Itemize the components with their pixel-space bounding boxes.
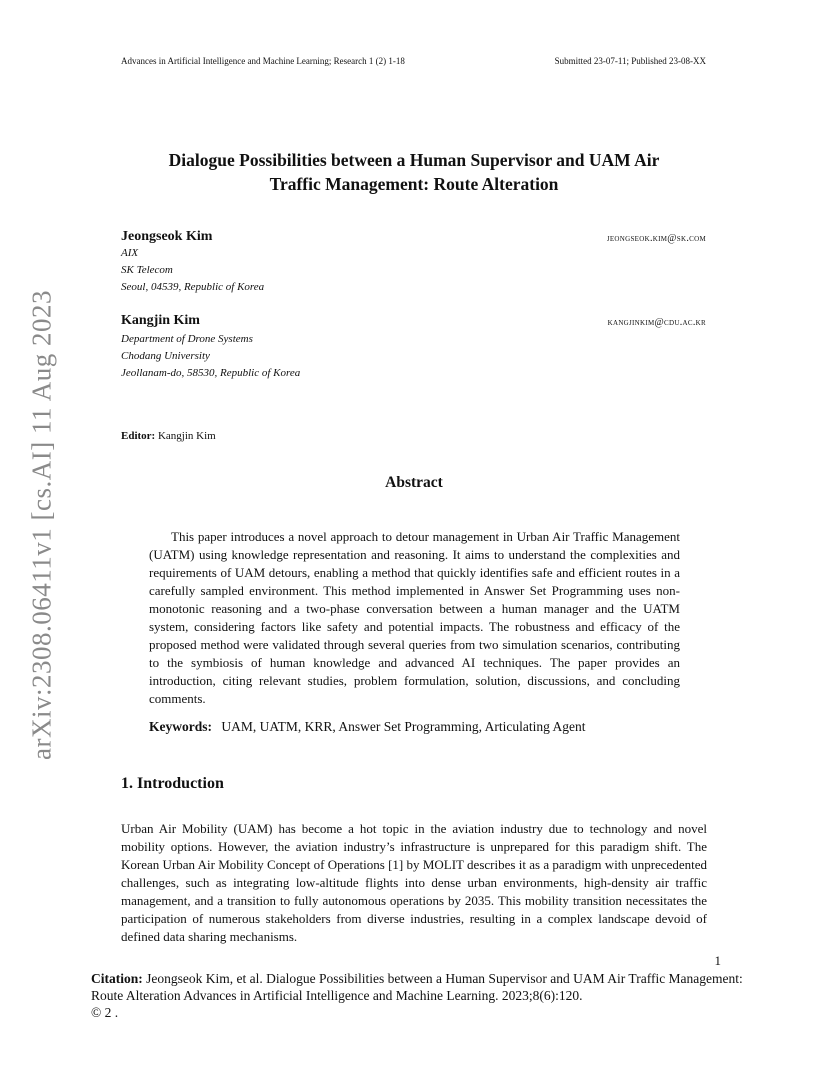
title-line: Traffic Management: Route Alteration (269, 174, 559, 194)
affiliation-line: Chodang University (121, 350, 210, 362)
author-email[interactable]: jeongseok.kim@sk.com (606, 233, 706, 244)
affiliation-line: Seoul, 04539, Republic of Korea (121, 281, 265, 293)
abstract-heading: Abstract (385, 474, 443, 491)
author-name: Kangjin Kim (121, 313, 200, 328)
keywords-label: Keywords: (149, 719, 212, 734)
author-affiliation (121, 245, 264, 296)
page-number: 1 (714, 953, 721, 968)
intro-paragraph: Urban Air Mobility (UAM) has become a hot topic in the aviation industry due to technology and novel mobility options. However, the aviation industry’s infrastructure is unprepared for this paradigm shift. The Korean Urban Air Mobility Concept of Operations [1] by MOLIT describes it as a paradigm with unprecedented challenges, such as integrating low-altitude flights into dense urban environments, high-density air traffic management, and a transition to fully autonomous operations by 2035. This mobility transition necessitates the participation of numerous stakeholders from diverse industries, resulting in a complex landscape devoid of defined data sharing mechanisms. (121, 821, 707, 944)
paper-title (0, 148, 828, 196)
author-affiliation (121, 331, 300, 382)
citation-block (91, 970, 756, 1021)
editor-label: Editor: (121, 430, 156, 442)
citation-label: Citation: (91, 971, 143, 986)
arxiv-identifier: arXiv:2308.06411v1 [cs.AI] 11 Aug 2023 (26, 290, 57, 760)
title-line: Dialogue Possibilities between a Human Supervisor and UAM Air (168, 150, 660, 170)
affiliation-line: Jeollanam-do, 58530, Republic of Korea (121, 367, 301, 379)
affiliation-line: SK Telecom (121, 264, 173, 276)
running-header-dates: Submitted 23-07-11; Published 23-08-XX (554, 56, 706, 66)
abstract-text: This paper introduces a novel approach to detour management in Urban Air Traffic Management (UATM) using knowledge representation and reasoning. It aims to understand the complexities and requirements of UAM detours, enabling a method that quickly identifies safe and efficient routes in a carefully sampled environment. This method implemented in Answer Set Programming uses non-monotonic reasoning and a two-phase conversation between a human manager and the UATM system, considering factors like safety and potential impacts. The robustness and efficacy of the proposed method were validated through several queries from two simulation scenarios, contributing to the symbiosis of human knowledge and advanced AI techniques. The paper provides an introduction, citing relevant studies, problem formulation, solution, discussions, and concluding comments. (149, 529, 680, 706)
affiliation-line: AIX (121, 247, 139, 259)
running-header-journal: Advances in Artificial Intelligence and Machine Learning; Research 1 (2) 1-18 (121, 56, 405, 66)
section-heading: 1. Introduction (121, 775, 224, 792)
keywords-line (149, 719, 586, 735)
editor-line (121, 430, 216, 442)
keywords-text: UAM, UATM, KRR, Answer Set Programming, Articulating Agent (221, 719, 586, 734)
affiliation-line: Department of Drone Systems (121, 333, 253, 345)
author-email[interactable]: kangjinkim@cdu.ac.kr (607, 317, 706, 328)
copyright-notice: © 2 . (91, 1005, 119, 1020)
author-name: Jeongseok Kim (121, 229, 213, 244)
citation-text: Jeongseok Kim, et al. Dialogue Possibilities between a Human Supervisor and UAM Air Traffic Management: Route Alteration Advances in Artificial Intelligence and Machine Learning. 2023;8(6):120. (91, 971, 743, 1003)
editor-name: Kangjin Kim (157, 430, 216, 442)
